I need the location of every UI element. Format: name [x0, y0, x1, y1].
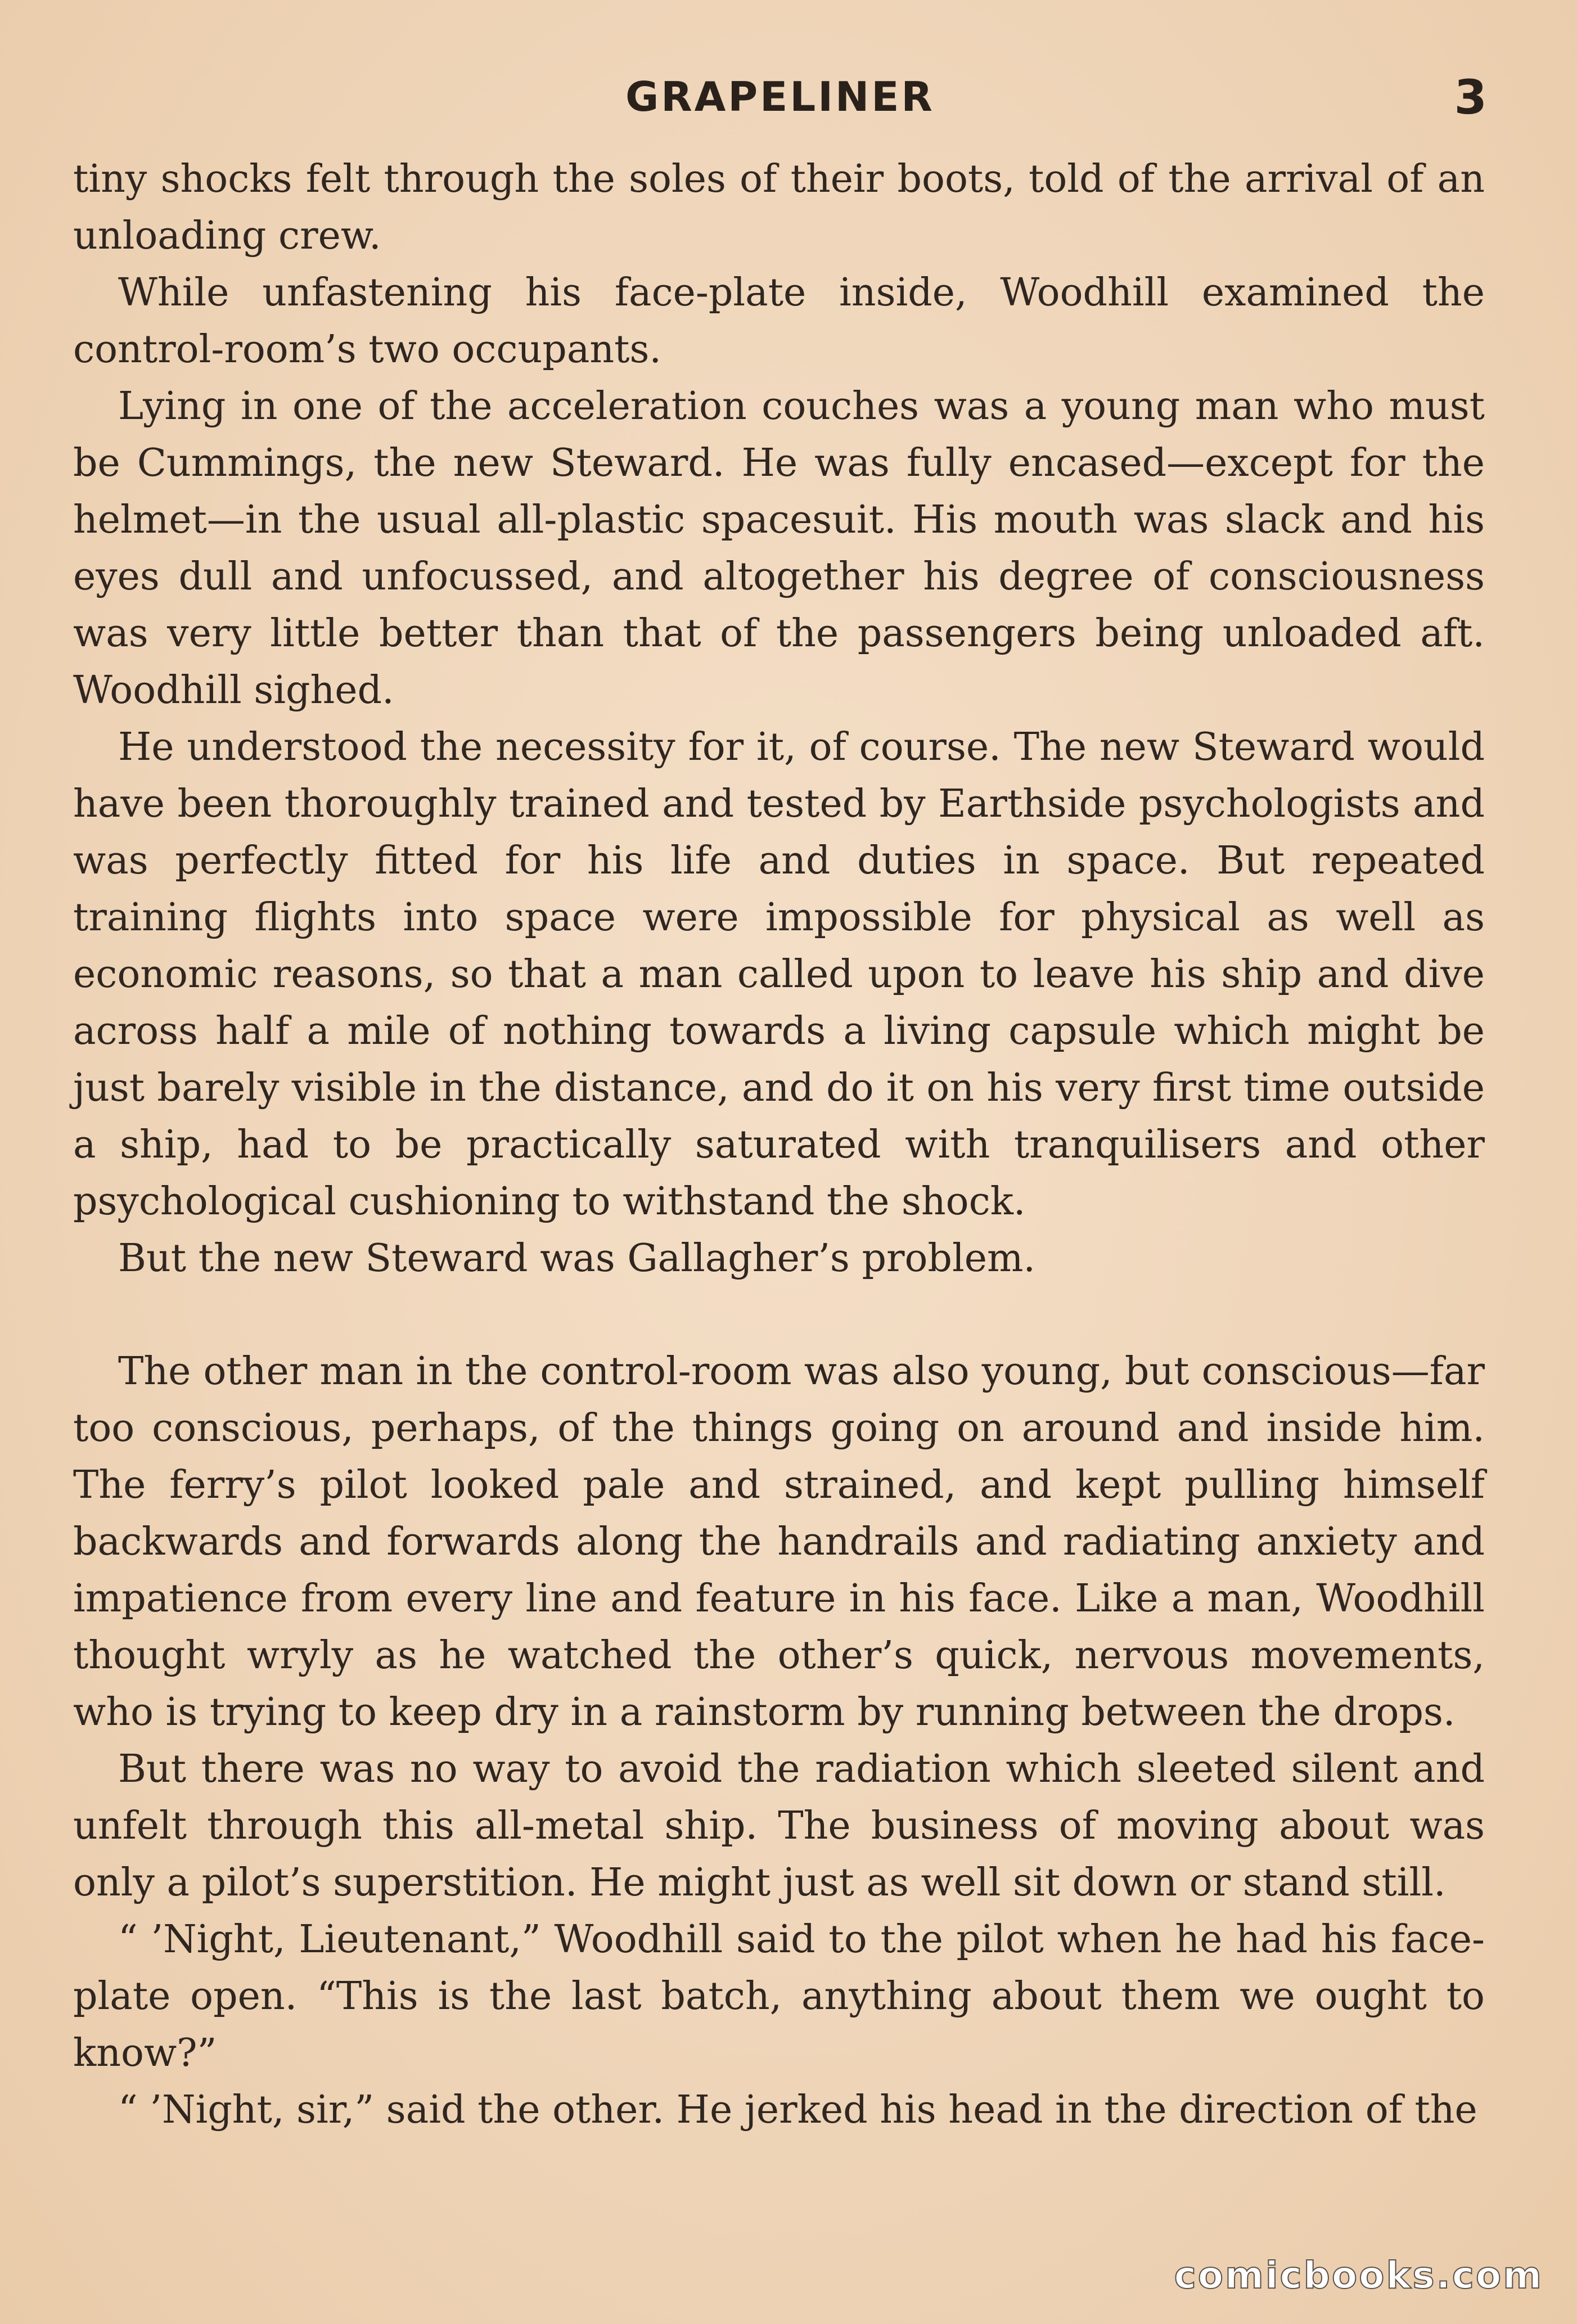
watermark-logo: comicbooks.com [1174, 2254, 1543, 2297]
paragraph: The other man in the control-room was also young, but conscious—far too conscious, perhaps, of the things going on around and inside him. The ferry’s pilot looked pale and strained, and kept pulling himself backwards and forwards along the handrails and radiating anxiety and impatience from every line and feature in his face. Like a man, Woodhill thought wryly as he watched the other’s quick, nervous movements, who is trying to keep dry in a rainstorm by running between the drops. [73, 1349, 1485, 1735]
paragraph: tiny shocks felt through the soles of their boots, told of the arrival of an unloading crew. [73, 157, 1485, 258]
paragraph: While unfastening his face-plate inside, Woodhill examined the control-room’s two occupants. [73, 271, 1485, 372]
paragraph: “ ’Night, sir,” said the other. He jerked his head in the direction of the [118, 2088, 1477, 2132]
paragraph: Lying in one of the acceleration couches was a young man who must be Cummings, the new Steward. He was fully encased—except for the helmet—in the usual all-plastic spacesuit. His mouth was slack and his eyes dull and unfocussed, and altogether his degree of consciousness was very little better than that of the passengers being unloaded aft. Woodhill sighed. [73, 384, 1485, 713]
paragraph: “ ’Night, Lieutenant,” Woodhill said to the pilot when he had his face-plate open. “This is the last batch, anything about them we ought to know?” [73, 1917, 1485, 2075]
page-header [73, 70, 1487, 125]
page-number: 3 [1454, 70, 1487, 125]
body-text [73, 151, 1485, 2138]
running-title: GRAPELINER [625, 73, 935, 120]
paragraph: He understood the necessity for it, of course. The new Steward would have been thoroughly trained and tested by Earthside psychologists and was perfectly fitted for his life and duties in space. But repeated training flights into space were impossible for physical as well as economic reasons, so that a man called upon to leave his ship and dive across half a mile of nothing towards a living capsule which might be just barely visible in the distance, and do it on his very first time outside a ship, had to be practically saturated with tranquilisers and other psychological cushioning to withstand the shock. [73, 725, 1485, 1224]
paragraph: But there was no way to avoid the radiation which sleeted silent and unfelt through this all-metal ship. The business of moving about was only a pilot’s superstition. He might just as well sit down or stand still. [73, 1747, 1485, 1905]
section-break [73, 1287, 1485, 1343]
paragraph: But the new Steward was Gallagher’s problem. [118, 1236, 1036, 1281]
